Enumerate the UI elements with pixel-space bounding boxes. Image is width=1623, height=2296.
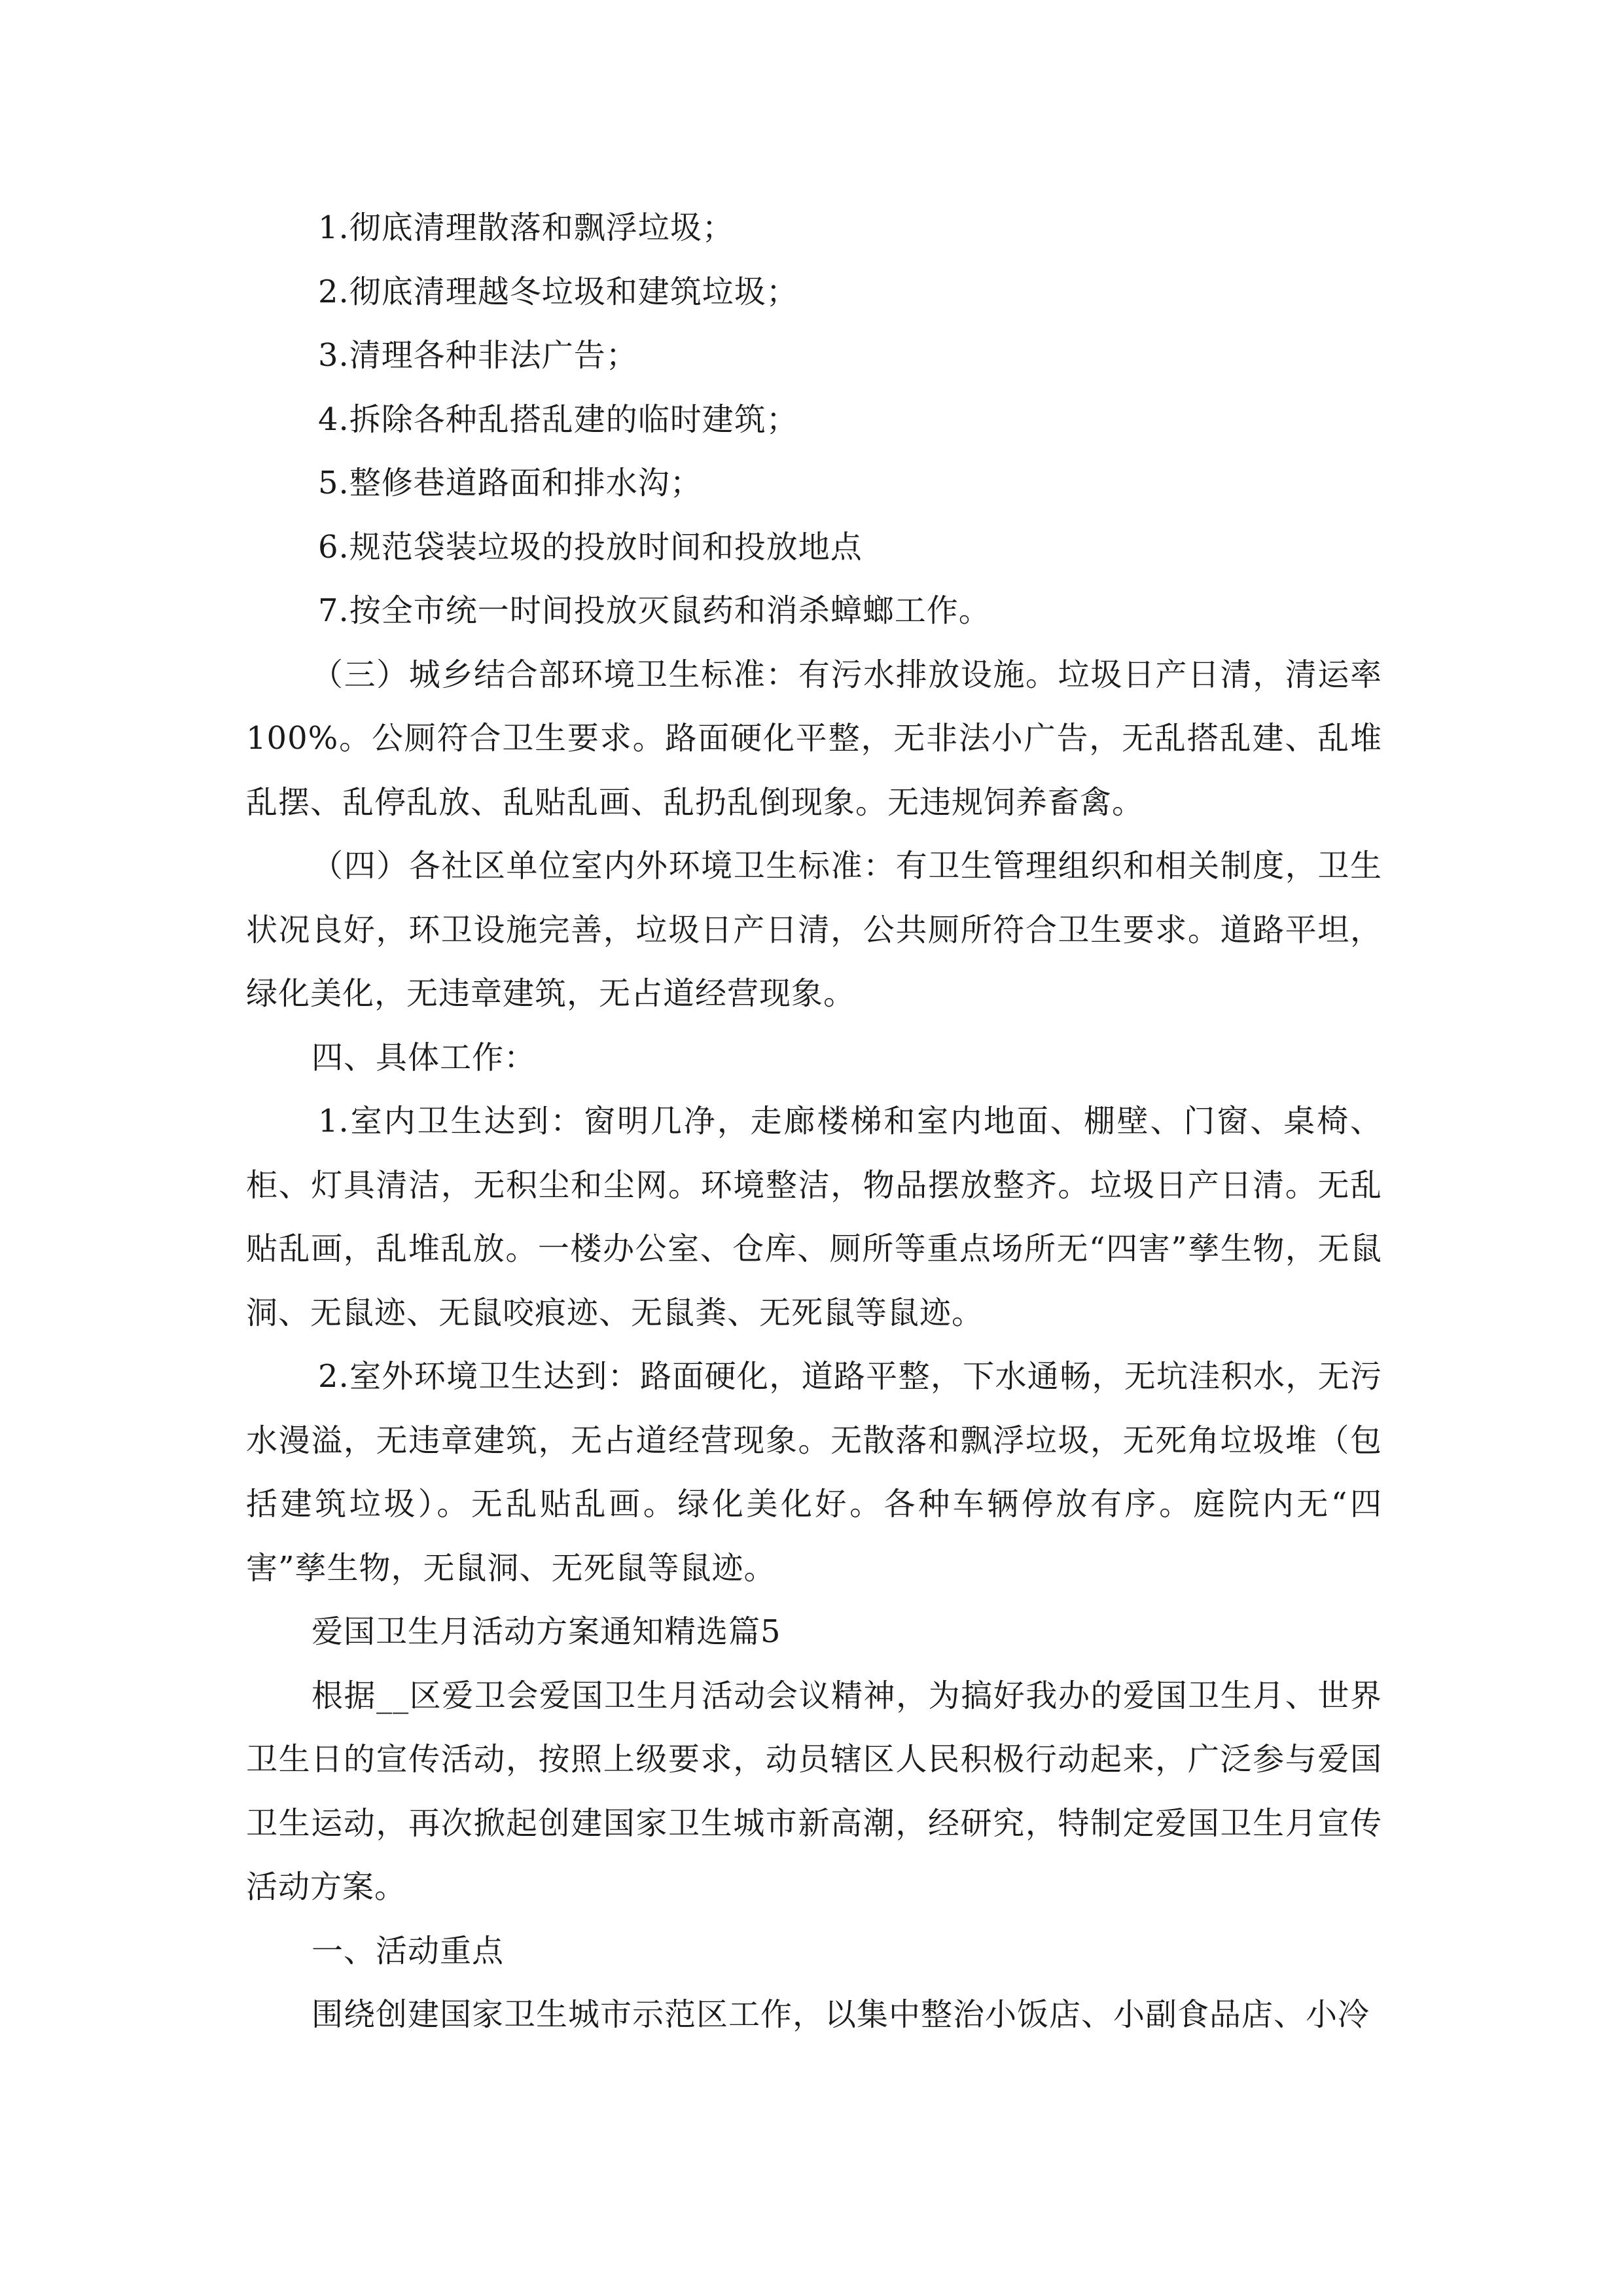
paragraph-urban-rural-standard: （三）城乡结合部环境卫生标准：有污水排放设施。垃圾日产日清，清运率100%。公厕符合卫生要求。路面硬化平整，无非法小广告，无乱搭乱建、乱堆乱摆、乱停乱放、乱贴乱画、乱扔乱倒现象。无违规饲养畜禽。 [246,656,1382,821]
list-item-4: 4.拆除各种乱搭乱建的临时建筑； [318,401,798,438]
document-page [246,196,1382,2047]
list-item-6: 6.规范袋装垃圾的投放时间和投放地点 [318,528,863,565]
list-item-5: 5.整修巷道路面和排水沟； [318,465,702,501]
list-item-7: 7.按全市统一时间投放灭鼠药和消杀蟑螂工作。 [318,592,991,629]
section-heading-specific-work: 四、具体工作： [312,1039,537,1076]
paragraph-focus: 围绕创建国家卫生城市示范区工作，以集中整治小饭店、小副食品店、小冷 [312,1996,1370,2033]
list-item-3: 3.清理各种非法广告； [318,337,638,374]
paragraph-outdoor-hygiene: 2.室外环境卫生达到：路面硬化，道路平整，下水通畅，无坑洼积水，无污水漫溢，无违章建筑，无占道经营现象。无散落和飘浮垃圾，无死角垃圾堆（包括建筑垃圾）。无乱贴乱画。绿化美化好。各种车辆停放有序。庭院内无“四害”孳生物，无鼠洞、无死鼠等鼠迹。 [246,1358,1382,1587]
list-item-2: 2.彻底清理越冬垃圾和建筑垃圾； [318,273,798,310]
paragraph-community-standard: （四）各社区单位室内外环境卫生标准：有卫生管理组织和相关制度，卫生状况良好，环卫设施完善，垃圾日产日清，公共厕所符合卫生要求。道路平坦，绿化美化，无违章建筑，无占道经营现象。 [246,848,1382,1012]
section-heading-activity-focus: 一、活动重点 [312,1932,505,1969]
paragraph-indoor-hygiene: 1.室内卫生达到：窗明几净，走廊楼梯和室内地面、棚壁、门窗、桌椅、柜、灯具清洁，无积尘和尘网。环境整洁，物品摆放整齐。垃圾日产日清。无乱贴乱画，乱堆乱放。一楼办公室、仓库、厕所等重点场所无“四害”孳生物，无鼠洞、无鼠迹、无鼠咬痕迹、无鼠粪、无死鼠等鼠迹。 [246,1103,1382,1331]
paragraph-intro: 根据__区爱卫会爱国卫生月活动会议精神，为搞好我办的爱国卫生月、世界卫生日的宣传活动，按照上级要求，动员辖区人民积极行动起来，广泛参与爱国卫生运动，再次掀起创建国家卫生城市新高潮，经研究，特制定爱国卫生月宣传活动方案。 [246,1677,1382,1905]
list-item-1: 1.彻底清理散落和飘浮垃圾； [318,209,734,246]
section-title: 爱国卫生月活动方案通知精选篇5 [312,1613,781,1650]
